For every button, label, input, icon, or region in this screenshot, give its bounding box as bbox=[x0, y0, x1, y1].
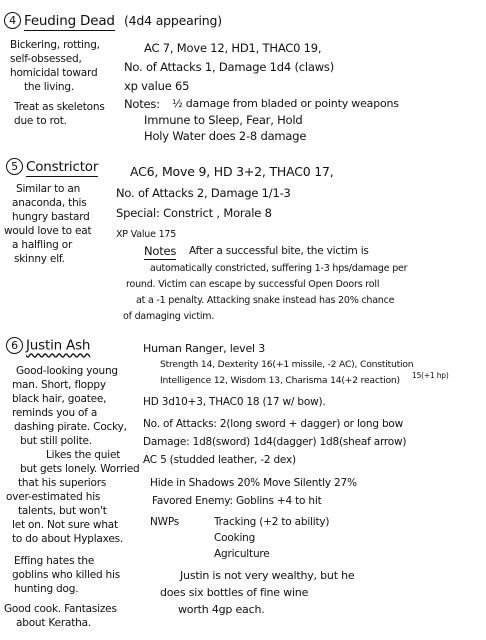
section-6-desc-14: goblins who killed his bbox=[12, 569, 120, 581]
section-4-desc-2: homicidal toward bbox=[10, 67, 98, 79]
section-5-number: 5 bbox=[6, 158, 23, 175]
section-6-wealth-2: worth 4gp each. bbox=[178, 603, 265, 616]
section-5-note-0: After a successful bite, the victim is bbox=[189, 245, 369, 257]
section-6-desc-16: Good cook. Fantasizes bbox=[4, 603, 117, 615]
section-6-wealth-1: does six bottles of fine wine bbox=[160, 586, 309, 599]
section-4-desc-1: self-obsessed, bbox=[10, 53, 82, 65]
section-6-desc-11: let on. Not sure what bbox=[12, 519, 118, 531]
section-6-desc-3: reminds you of a bbox=[12, 407, 98, 419]
section-4-stat-1: No. of Attacks 1, Damage 1d4 (claws) bbox=[124, 60, 334, 74]
section-5-stat-3: XP Value 175 bbox=[116, 229, 177, 240]
section-6-stat-0: HD 3d10+3, THAC0 18 (17 w/ bow). bbox=[143, 396, 326, 408]
section-5-name: Constrictor bbox=[26, 158, 99, 175]
section-6-stat-2: Damage: 1d8(sword) 1d4(dagger) 1d8(sheaf arrow) bbox=[143, 436, 407, 448]
section-4-note-2: Holy Water does 2-8 damage bbox=[144, 129, 307, 143]
section-6-desc-6: Likes the quiet bbox=[46, 449, 121, 461]
section-5-heading bbox=[6, 158, 98, 175]
section-5-stat-0: AC6, Move 9, HD 3+2, THAC0 17, bbox=[130, 164, 334, 179]
section-5-note-4: of damaging victim. bbox=[123, 311, 215, 322]
section-6-class-line: Human Ranger, level 3 bbox=[143, 342, 265, 355]
section-6-con-value: 15(+1 hp) bbox=[412, 371, 449, 380]
section-6-skill-0: Hide in Shadows 20% Move Silently 27% bbox=[150, 477, 357, 489]
section-6-stat-3: AC 5 (studded leather, -2 dex) bbox=[143, 454, 296, 466]
section-5-notes-label: Notes bbox=[144, 244, 177, 258]
section-6-desc-13: Effing hates the bbox=[14, 555, 95, 567]
section-6-desc-15: hunting dog. bbox=[14, 583, 79, 595]
section-5-note-1: automatically constricted, suffering 1-3 hps/damage per bbox=[150, 263, 408, 274]
section-6-desc-17: about Keratha. bbox=[16, 617, 91, 629]
section-5-stat-2: Special: Constrict , Morale 8 bbox=[116, 206, 272, 220]
section-6-nwp-0: Tracking (+2 to ability) bbox=[214, 516, 330, 528]
section-5-desc-1: anaconda, this bbox=[12, 197, 87, 209]
section-5-notes-label-wrap bbox=[144, 243, 176, 259]
section-5-note-2: round. Victim can escape by successful Open Doors roll bbox=[126, 279, 380, 290]
section-5-desc-4: a halfling or bbox=[12, 239, 73, 251]
section-4-stat-0: AC 7, Move 12, HD1, THAC0 19, bbox=[144, 41, 322, 55]
section-6-ability-1: Intelligence 12, Wisdom 13, Charisma 14(+2 reaction) bbox=[160, 375, 400, 386]
section-6-desc-0: Good-looking young bbox=[16, 365, 118, 377]
section-5-note-3: at a -1 penalty. Attacking snake instead has 20% chance bbox=[136, 295, 395, 306]
section-4-desc-4: Treat as skeletons bbox=[14, 101, 105, 113]
section-6-desc-9: over-estimated his bbox=[6, 491, 101, 503]
section-4-appearing: (4d4 appearing) bbox=[124, 13, 222, 28]
section-6-ability-0: Strength 14, Dexterity 16(+1 missile, -2 AC), Constitution bbox=[160, 359, 414, 370]
section-6-number: 6 bbox=[6, 337, 23, 354]
section-5-stat-1: No. of Attacks 2, Damage 1/1-3 bbox=[116, 186, 291, 200]
section-6-desc-5: but still polite. bbox=[20, 435, 92, 447]
section-4-stat-2: xp value 65 bbox=[124, 79, 190, 93]
section-4-desc-5: due to rot. bbox=[14, 115, 67, 127]
section-5-desc-0: Similar to an bbox=[16, 183, 81, 195]
section-6-desc-2: black hair, goatee, bbox=[12, 393, 107, 405]
section-6-desc-10: talents, but won't bbox=[18, 505, 107, 517]
section-4-heading bbox=[4, 12, 115, 29]
section-4-note-1: Immune to Sleep, Fear, Hold bbox=[144, 113, 303, 127]
section-4-number: 4 bbox=[4, 12, 21, 29]
section-6-wealth-0: Justin is not very wealthy, but he bbox=[180, 569, 355, 582]
section-6-heading bbox=[6, 337, 90, 354]
section-6-desc-7: but gets lonely. Worried bbox=[20, 463, 140, 475]
section-6-desc-4: dashing pirate. Cocky, bbox=[14, 421, 127, 433]
section-5-desc-3: would love to eat bbox=[4, 225, 92, 237]
section-4-notes-label: Notes: bbox=[124, 97, 160, 111]
section-6-desc-12: to do about Hyplaxes. bbox=[12, 533, 124, 545]
section-6-skill-1: Favored Enemy: Goblins +4 to hit bbox=[152, 495, 322, 507]
section-4-desc-3: the living. bbox=[24, 81, 74, 93]
section-6-stat-1: No. of Attacks: 2(long sword + dagger) or long bow bbox=[143, 418, 404, 430]
section-5-desc-2: hungry bastard bbox=[12, 211, 90, 223]
section-6-desc-8: that his superiors bbox=[18, 477, 107, 489]
section-4-desc-0: Bickering, rotting, bbox=[10, 39, 100, 51]
section-6-nwps-label: NWPs bbox=[150, 516, 180, 528]
section-6-nwp-2: Agriculture bbox=[214, 548, 270, 560]
section-6-desc-1: man. Short, floppy bbox=[12, 379, 106, 391]
section-4-note-0: ½ damage from bladed or pointy weapons bbox=[172, 97, 399, 110]
section-6-nwp-1: Cooking bbox=[214, 532, 256, 544]
section-5-desc-5: skinny elf. bbox=[14, 253, 65, 265]
section-6-name: Justin Ash bbox=[26, 337, 91, 354]
section-4-name: Feuding Dead bbox=[24, 12, 115, 29]
